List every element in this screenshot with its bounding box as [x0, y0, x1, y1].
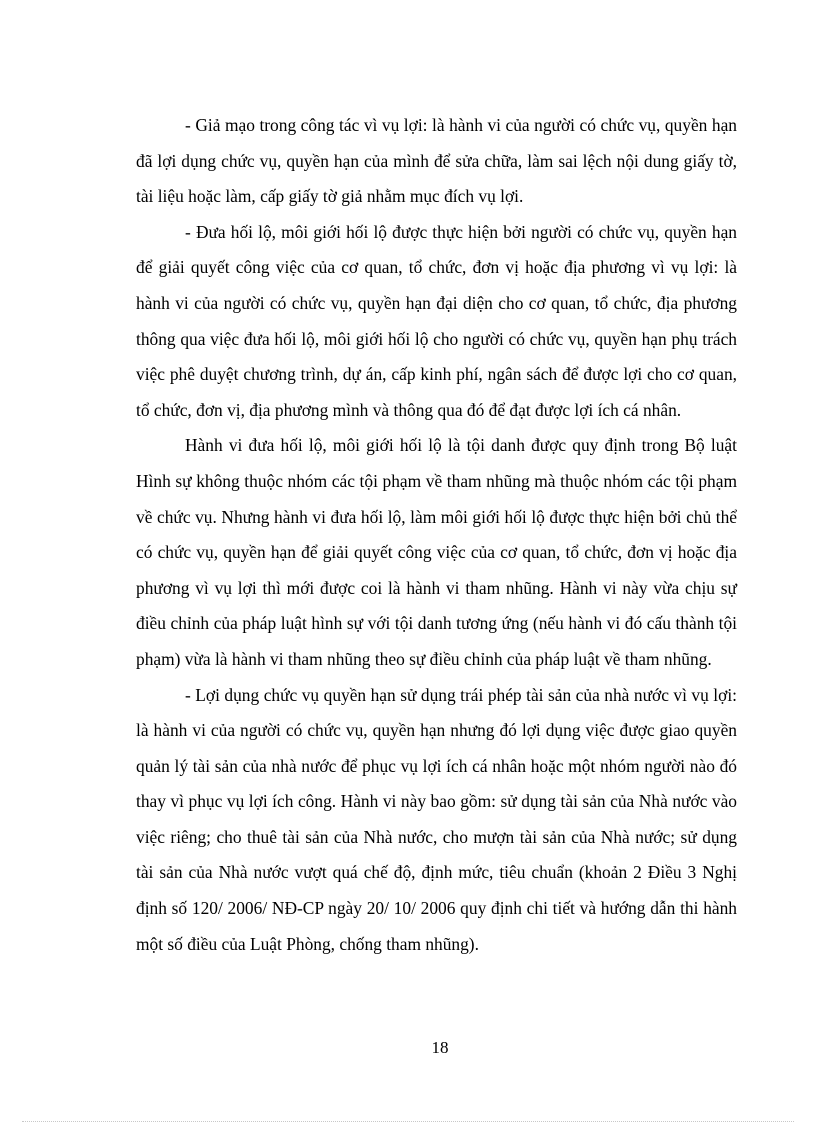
paragraph-asset-misuse: - Lợi dụng chức vụ quyền hạn sử dụng trái phép tài sản của nhà nước vì vụ lợi: là hành vi của người có chức vụ, quyền hạn nhưng đó lợi dụng việc được giao quyền quản lý tài sản của nhà nước để phục vụ lợi ích cá nhân hoặc một nhóm người nào đó thay vì phục vụ lợi ích công. Hành vi này bao gồm: sử dụng tài sản của Nhà nước vào việc riêng; cho thuê tài sản của Nhà nước, cho mượn tài sản của Nhà nước; sử dụng tài sản của Nhà nước vượt quá chế độ, định mức, tiêu chuẩn (khoản 2 Điều 3 Nghị định số 120/ 2006/ NĐ-CP ngày 20/ 10/ 2006 quy định chi tiết và hướng dẫn thi hành một số điều của Luật Phòng, chống tham nhũng). [136, 684, 737, 954]
paragraph-bribery-explanation: Hành vi đưa hối lộ, môi giới hối lộ là tội danh được quy định trong Bộ luật Hình sự không thuộc nhóm các tội phạm về tham nhũng mà thuộc nhóm các tội phạm về chức vụ. Nhưng hành vi đưa hối lộ, làm môi giới hối lộ được thực hiện bởi chủ thể có chức vụ, quyền hạn để giải quyết công việc của cơ quan, tổ chức, đơn vị hoặc địa phương vì vụ lợi thì mới được coi là hành vi tham nhũng. Hành vi này vừa chịu sự điều chỉnh của pháp luật hình sự với tội danh tương ứng (nếu hành vi đó cấu thành tội phạm) vừa là hành vi tham nhũng theo sự điều chỉnh của pháp luật về tham nhũng. [136, 435, 737, 669]
paragraph-bribery: - Đưa hối lộ, môi giới hối lộ được thực hiện bởi người có chức vụ, quyền hạn để giải quyết công việc của cơ quan, tổ chức, đơn vị hoặc địa phương vì vụ lợi: là hành vi của người có chức vụ, quyền hạn đại diện cho cơ quan, tổ chức, địa phương thông qua việc đưa hối lộ, môi giới hối lộ cho người có chức vụ, quyền hạn phụ trách việc phê duyệt chương trình, dự án, cấp kinh phí, ngân sách để được lợi cho cơ quan, tổ chức, đơn vị, địa phương mình và thông qua đó để đạt được lợi ích cá nhân. [136, 221, 737, 420]
document-body [136, 108, 737, 962]
page-bottom-divider [22, 1121, 794, 1122]
paragraph-forgery: - Giả mạo trong công tác vì vụ lợi: là hành vi của người có chức vụ, quyền hạn đã lợi dụng chức vụ, quyền hạn của mình để sửa chữa, làm sai lệch nội dung giấy tờ, tài liệu hoặc làm, cấp giấy tờ giả nhằm mục đích vụ lợi. [136, 115, 737, 207]
page-number: 18 [431, 1038, 449, 1057]
